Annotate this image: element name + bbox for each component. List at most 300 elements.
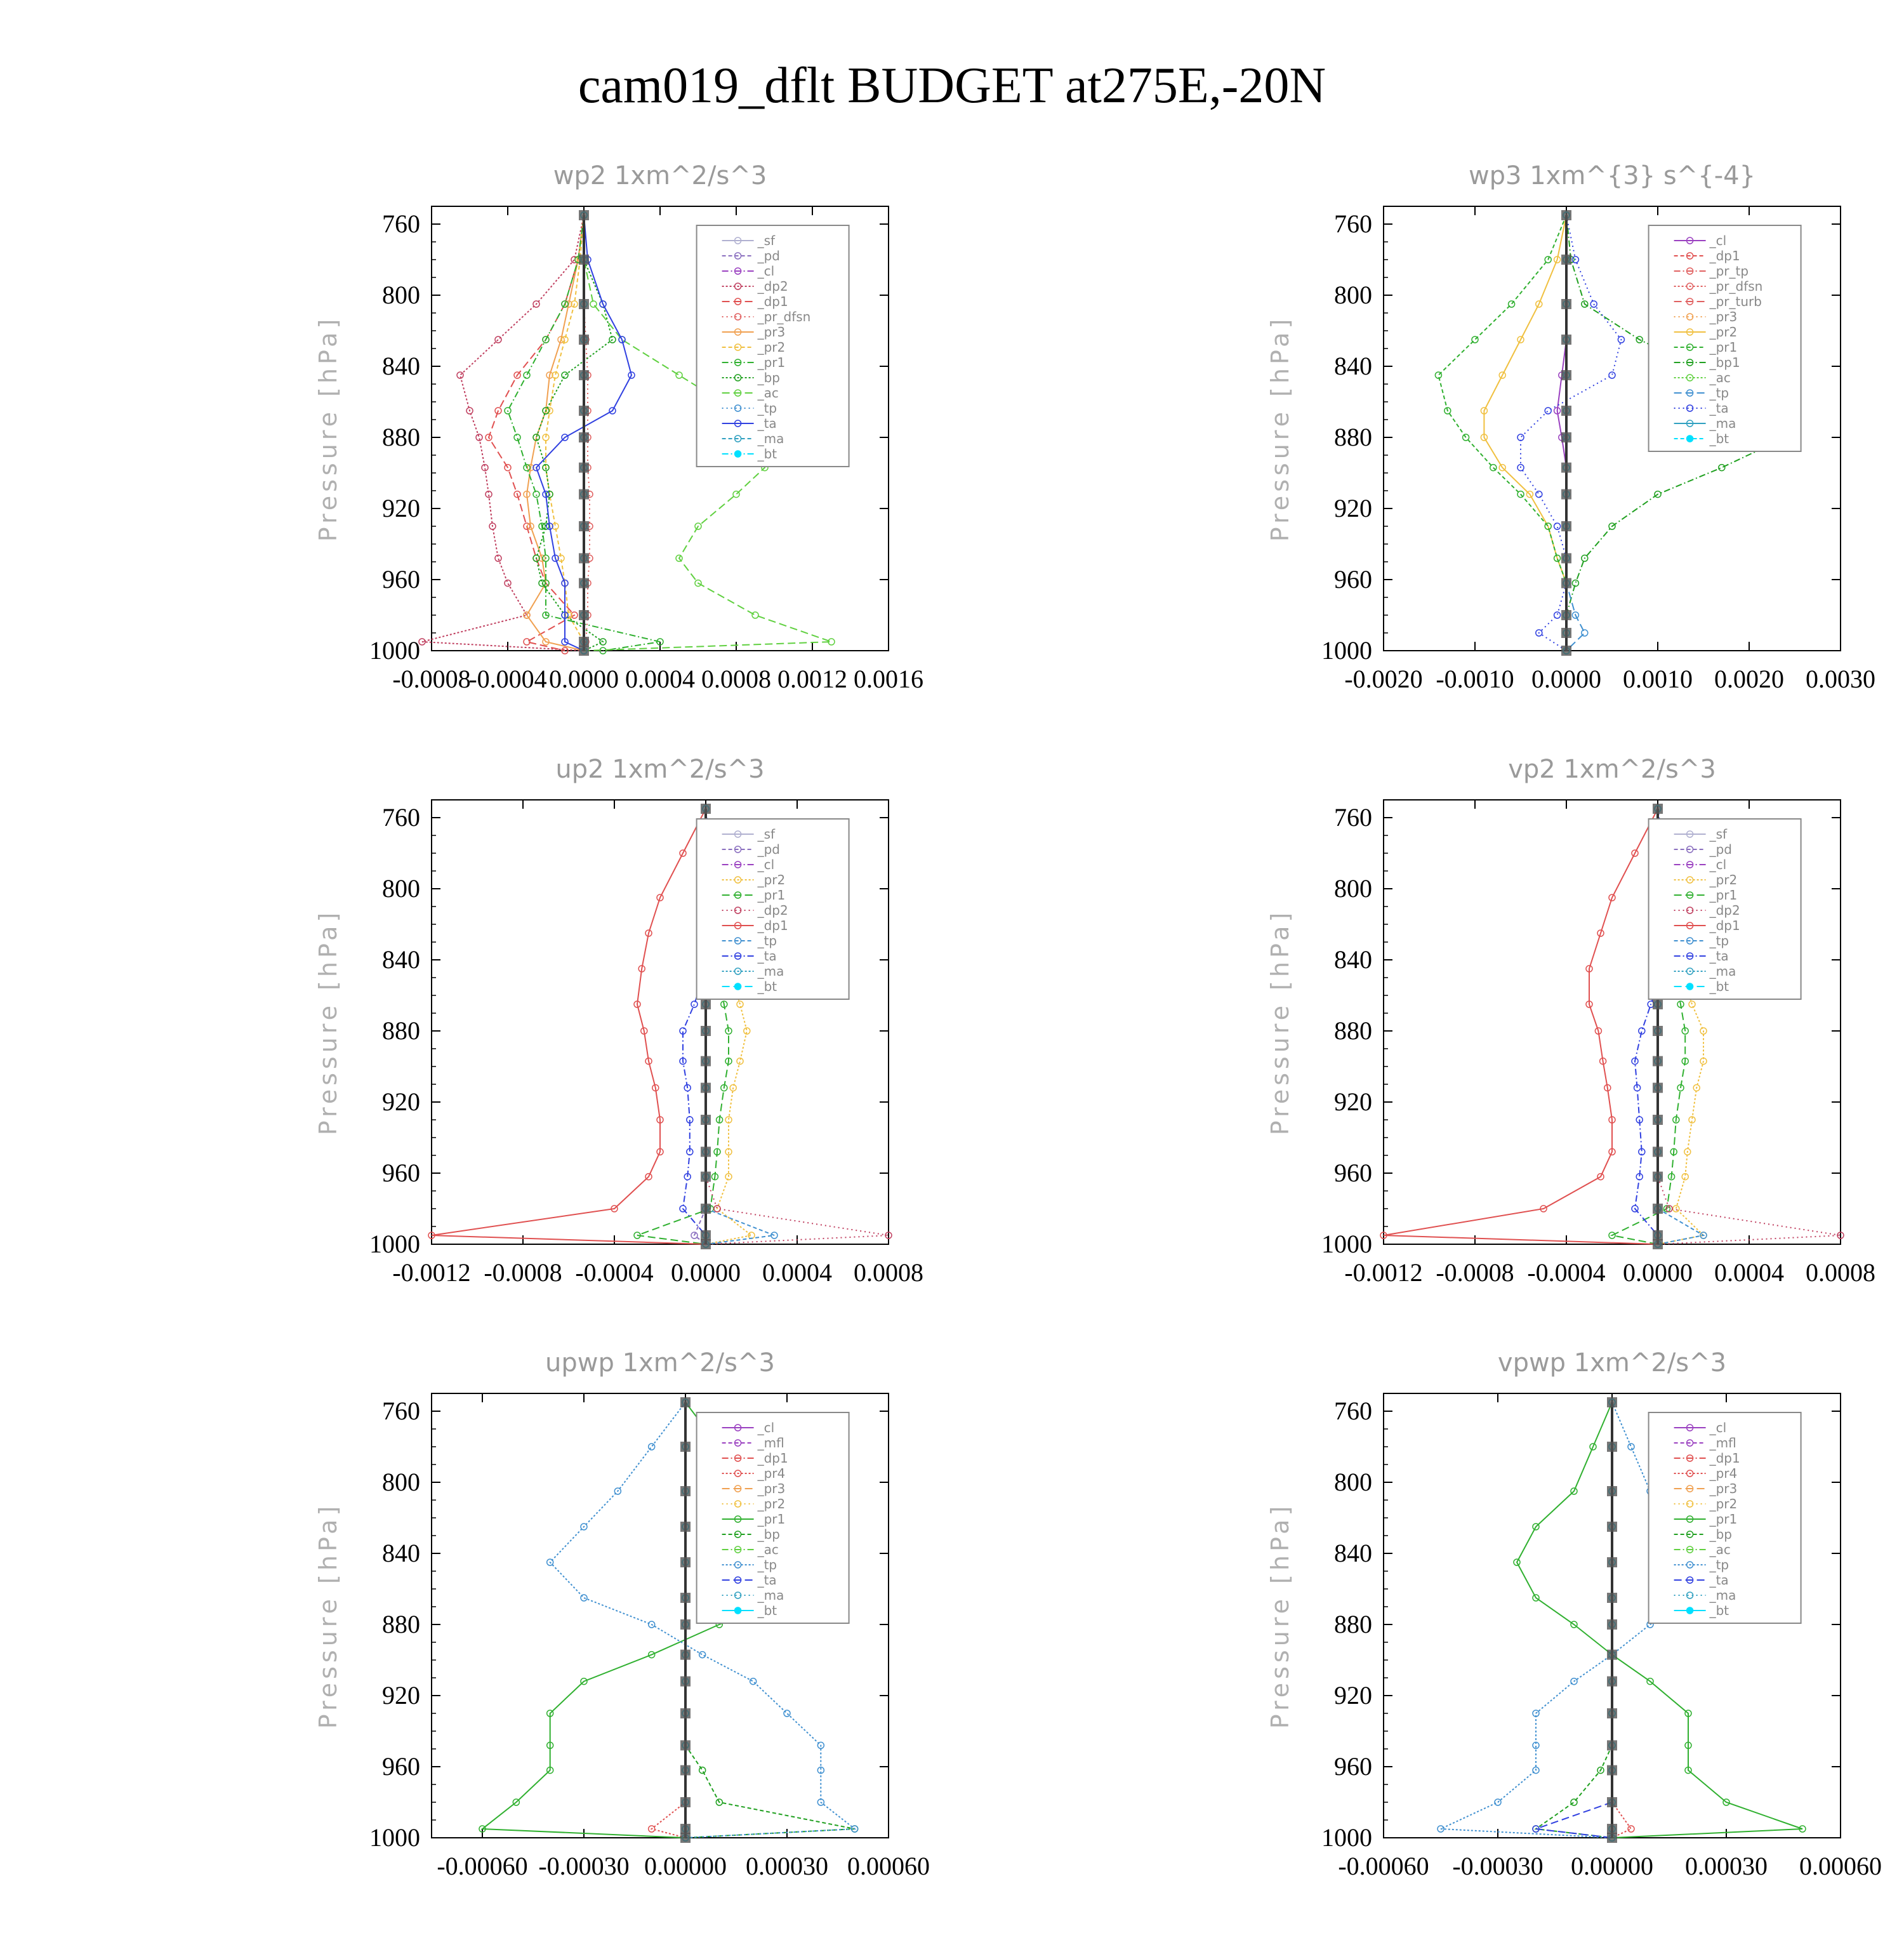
legend-label: _bp (1709, 1527, 1732, 1542)
chart-up2 (0, 740, 952, 1336)
x-tick-label: 0.0016 (854, 665, 923, 693)
legend-label: _ta (1709, 401, 1729, 416)
zero-profile-marker (579, 335, 589, 345)
y-tick-label: 880 (1334, 1610, 1372, 1638)
y-tick-label: 920 (1334, 1087, 1372, 1116)
y-tick-label: 960 (1334, 1752, 1372, 1781)
y-tick-label: 920 (1334, 1681, 1372, 1710)
legend-label: _mfl (757, 1435, 784, 1451)
panel-title: upwp 1xm^2/s^3 (545, 1348, 775, 1378)
series-marker-bp (699, 1767, 706, 1774)
legend-label: _ma (1709, 416, 1736, 431)
x-tick-label: 0.0000 (671, 1258, 741, 1287)
chart-vp2 (952, 740, 1904, 1336)
zero-profile-marker (680, 1677, 691, 1687)
x-tick-label: 0.0020 (1714, 665, 1784, 693)
y-axis-label: Pressure [hPa] (1266, 908, 1294, 1136)
zero-profile-marker (701, 1172, 711, 1182)
zero-profile-marker (680, 1765, 691, 1776)
legend-label: _pr3 (1709, 309, 1738, 324)
legend-label: _pr2 (1709, 324, 1738, 340)
legend-label: _tp (757, 933, 777, 948)
zero-profile-marker (1561, 370, 1571, 380)
y-tick-label: 920 (382, 1087, 420, 1116)
series-marker-bp (562, 372, 568, 378)
legend-label: _bp (757, 1527, 780, 1542)
zero-profile-marker (1607, 1442, 1617, 1452)
figure-title: cam019_dflt BUDGET at275E,-20N (578, 58, 1326, 114)
legend-label: _cl (1709, 1420, 1727, 1435)
zero-profile-marker (701, 804, 711, 814)
zero-profile-marker (1561, 299, 1571, 309)
panel-title: vpwp 1xm^2/s^3 (1497, 1348, 1727, 1378)
legend-label: _bt (757, 446, 777, 462)
zero-profile-marker (1607, 1619, 1617, 1630)
legend-label: _bt (757, 1603, 777, 1618)
y-tick-label: 800 (382, 1468, 420, 1496)
zero-profile-marker (680, 1740, 691, 1750)
zero-profile-marker (1607, 1833, 1617, 1843)
x-tick-label: -0.0004 (1527, 1258, 1606, 1287)
y-tick-label: 880 (1334, 1016, 1372, 1045)
panel-title: wp3 1xm^{3} s^{-4} (1468, 161, 1756, 190)
y-axis-label: Pressure [hPa] (1266, 315, 1294, 542)
zero-profile-marker (1561, 521, 1571, 531)
y-tick-label: 800 (382, 874, 420, 903)
y-tick-label: 1000 (1321, 1230, 1372, 1258)
zero-profile-marker (680, 1486, 691, 1496)
x-tick-label: -0.0008 (392, 665, 471, 693)
legend-label: _bt (1709, 979, 1729, 994)
y-axis-label: Pressure [hPa] (314, 908, 342, 1136)
y-tick-label: 880 (382, 423, 420, 451)
y-axis-label: Pressure [hPa] (314, 315, 342, 542)
panel-title: up2 1xm^2/s^3 (555, 755, 765, 784)
legend-label: _pr2 (1709, 1496, 1738, 1511)
legend-marker (735, 451, 741, 457)
y-axis-label: Pressure [hPa] (1266, 1502, 1294, 1729)
zero-profile-marker (680, 1708, 691, 1718)
y-tick-label: 760 (1334, 209, 1372, 238)
zero-profile-marker (1653, 1172, 1663, 1182)
y-tick-label: 1000 (1321, 1823, 1372, 1852)
legend-label: _ac (757, 385, 779, 401)
series-marker-tp (1582, 630, 1588, 636)
x-tick-label: -0.0008 (1436, 1258, 1514, 1287)
legend-label: _sf (757, 827, 776, 842)
x-tick-label: 0.0008 (701, 665, 771, 693)
zero-profile-marker (701, 999, 711, 1009)
series-marker-tp (581, 1595, 587, 1601)
x-tick-label: 0.00060 (1799, 1852, 1882, 1880)
chart-upwp (0, 1333, 952, 1930)
zero-profile-marker (1561, 463, 1571, 473)
zero-profile-marker (579, 210, 589, 220)
zero-profile-marker (680, 1619, 691, 1630)
series-marker-tp (699, 1652, 706, 1658)
legend-label: _bp (757, 370, 780, 385)
zero-profile-marker (1653, 804, 1663, 814)
zero-profile-marker (579, 299, 589, 309)
panel-up2 (0, 740, 952, 1336)
zero-profile-marker (1653, 1239, 1663, 1249)
zero-profile-marker (579, 553, 589, 563)
series-marker-ac (590, 301, 597, 307)
x-tick-label: 0.00060 (847, 1852, 930, 1880)
y-tick-label: 760 (382, 803, 420, 832)
y-tick-label: 1000 (369, 1230, 420, 1258)
legend-label: _pd (757, 248, 780, 263)
zero-profile-marker (680, 1824, 691, 1834)
x-tick-label: 0.0000 (1623, 1258, 1693, 1287)
series-marker-ta (1517, 434, 1524, 441)
x-tick-label: 0.0010 (1623, 665, 1693, 693)
x-tick-label: 0.0030 (1806, 665, 1875, 693)
series-line-ta (1536, 1402, 1612, 1838)
y-tick-label: 880 (382, 1016, 420, 1045)
legend-label: _tp (757, 1557, 777, 1572)
series-line-dp1 (1384, 809, 1658, 1244)
zero-profile-marker (680, 1650, 691, 1660)
zero-profile-marker (1607, 1708, 1617, 1718)
legend-marker (735, 983, 741, 990)
zero-profile-marker (1561, 646, 1571, 656)
x-tick-label: -0.0004 (468, 665, 547, 693)
legend-label: _tp (1709, 1557, 1729, 1572)
y-tick-label: 920 (382, 494, 420, 522)
legend-label: _ma (1709, 1588, 1736, 1603)
legend-label: _sf (757, 233, 776, 248)
series-marker-dp2 (505, 580, 511, 587)
x-tick-label: -0.0012 (392, 1258, 471, 1287)
zero-profile-marker (579, 489, 589, 500)
series-marker-pr1 (533, 491, 539, 498)
legend-label: _ac (757, 1542, 779, 1557)
legend-label: _cl (757, 1420, 775, 1435)
zero-profile-marker (1653, 1115, 1663, 1125)
zero-profile-marker (1561, 335, 1571, 345)
series-marker-ta (691, 1001, 697, 1007)
zero-profile-marker (1561, 255, 1571, 265)
zero-profile-marker (579, 637, 589, 647)
legend-label: _dp1 (1709, 1451, 1740, 1466)
zero-profile-marker (680, 1557, 691, 1567)
zero-profile-marker (1561, 553, 1571, 563)
y-tick-label: 840 (382, 1539, 420, 1567)
legend-label: _ma (757, 431, 784, 446)
zero-profile-marker (701, 1026, 711, 1036)
zero-profile-marker (579, 406, 589, 416)
zero-profile-marker (1561, 210, 1571, 220)
legend-label: _pr4 (1709, 1466, 1738, 1481)
zero-profile-marker (1607, 1677, 1617, 1687)
chart-vpwp (952, 1333, 1904, 1930)
legend-label: _pr1 (757, 887, 786, 903)
y-tick-label: 800 (1334, 874, 1372, 903)
legend-label: _tp (1709, 933, 1729, 948)
zero-profile-marker (1561, 610, 1571, 620)
x-tick-label: 0.0004 (625, 665, 695, 693)
legend-label: _dp1 (1709, 248, 1740, 263)
legend-label: _dp2 (757, 903, 788, 918)
zero-profile-marker (579, 578, 589, 588)
zero-profile-marker (1607, 1486, 1617, 1496)
legend-label: _pr2 (1709, 872, 1738, 887)
legend-label: _tp (1709, 385, 1729, 401)
legend-label: _pr1 (757, 355, 786, 370)
series-line-dp2 (422, 215, 584, 651)
zero-profile-marker (1607, 1593, 1617, 1603)
legend-label: _ta (1709, 948, 1729, 964)
legend-label: _pr3 (757, 324, 786, 340)
zero-profile-marker (701, 1056, 711, 1066)
zero-profile-marker (1561, 406, 1571, 416)
series-marker-ta (1554, 612, 1561, 618)
y-tick-label: 800 (1334, 1468, 1372, 1496)
legend-label: _ta (757, 948, 777, 964)
panel-wp3 (952, 146, 1904, 743)
zero-profile-marker (680, 1797, 691, 1807)
legend-label: _pr4 (757, 1466, 786, 1481)
x-tick-label: 0.0008 (854, 1258, 923, 1287)
y-tick-label: 840 (382, 352, 420, 380)
series-marker-ac (676, 372, 682, 378)
legend-label: _pd (1709, 842, 1732, 857)
legend-label: _cl (757, 263, 775, 279)
x-tick-label: 0.00030 (1685, 1852, 1768, 1880)
legend-label: _ac (1709, 370, 1731, 385)
x-tick-label: 0.0004 (1714, 1258, 1784, 1287)
zero-profile-marker (701, 1083, 711, 1093)
zero-profile-marker (1607, 1397, 1617, 1407)
panel-upwp (0, 1333, 952, 1930)
y-tick-label: 960 (382, 1752, 420, 1781)
x-tick-label: 0.00030 (746, 1852, 828, 1880)
zero-profile-marker (1653, 1204, 1663, 1214)
series-marker-bp (1571, 1799, 1577, 1805)
zero-profile-marker (579, 432, 589, 442)
legend-label: _ta (757, 416, 777, 431)
legend-label: _bt (757, 979, 777, 994)
chart-wp3 (952, 146, 1904, 743)
zero-profile-marker (579, 255, 589, 265)
legend-label: _ma (757, 1588, 784, 1603)
series-marker-ta (1536, 491, 1542, 498)
x-tick-label: -0.0008 (484, 1258, 562, 1287)
x-tick-label: -0.00030 (538, 1852, 630, 1880)
series-marker-ta (1554, 523, 1561, 529)
y-tick-label: 760 (382, 209, 420, 238)
y-tick-label: 880 (1334, 423, 1372, 451)
series-marker-tp (784, 1710, 790, 1717)
zero-profile-marker (1561, 489, 1571, 500)
zero-profile-marker (579, 521, 589, 531)
panel-title: vp2 1xm^2/s^3 (1508, 755, 1716, 784)
y-tick-label: 840 (1334, 945, 1372, 974)
series-marker-tp (750, 1678, 757, 1685)
legend-label: _bp1 (1709, 355, 1740, 370)
series-line-dp1 (432, 809, 706, 1244)
y-tick-label: 800 (1334, 281, 1372, 309)
panel-vpwp (952, 1333, 1904, 1930)
legend-label: _bt (1709, 1603, 1729, 1618)
legend-label: _cl (757, 857, 775, 872)
legend-label: _pr2 (757, 1496, 786, 1511)
zero-profile-marker (579, 370, 589, 380)
x-tick-label: -0.00060 (437, 1852, 528, 1880)
y-tick-label: 760 (382, 1397, 420, 1425)
y-tick-label: 1000 (1321, 636, 1372, 665)
y-tick-label: 960 (382, 565, 420, 594)
legend-label: _pr3 (757, 1481, 786, 1496)
series-marker-ac (733, 491, 739, 498)
series-marker-bp1 (1719, 465, 1725, 471)
chart-wp2 (0, 146, 952, 743)
zero-profile-marker (701, 1115, 711, 1125)
legend-label: _pr_dfsn (757, 309, 811, 324)
series-line-pr3 (527, 215, 584, 651)
zero-profile-marker (701, 1204, 711, 1214)
zero-profile-marker (1653, 1026, 1663, 1036)
legend-label: _ta (1709, 1572, 1729, 1588)
y-tick-label: 960 (1334, 1159, 1372, 1187)
y-tick-label: 760 (1334, 803, 1372, 832)
zero-profile-marker (701, 1239, 711, 1249)
y-tick-label: 960 (382, 1159, 420, 1187)
zero-profile-marker (1653, 1146, 1663, 1157)
y-tick-label: 880 (382, 1610, 420, 1638)
legend-label: _pr3 (1709, 1481, 1738, 1496)
y-tick-label: 760 (1334, 1397, 1372, 1425)
legend-label: _dp2 (757, 279, 788, 294)
y-tick-label: 840 (382, 945, 420, 974)
series-line-pr1 (1438, 215, 1566, 651)
x-tick-label: -0.00030 (1452, 1852, 1544, 1880)
x-tick-label: 0.00000 (644, 1852, 727, 1880)
zero-profile-marker (579, 463, 589, 473)
zero-profile-marker (1653, 1083, 1663, 1093)
legend-label: _pr2 (757, 340, 786, 355)
x-tick-label: 0.0000 (1531, 665, 1601, 693)
series-marker-tp (1628, 1444, 1634, 1450)
x-tick-label: -0.0010 (1436, 665, 1514, 693)
legend-label: _cl (1709, 857, 1727, 872)
zero-profile-marker (680, 1442, 691, 1452)
zero-profile-marker (579, 646, 589, 656)
x-tick-label: 0.0008 (1806, 1258, 1875, 1287)
zero-profile-marker (680, 1397, 691, 1407)
series-marker-pr1 (1509, 301, 1515, 307)
legend-label: _dp1 (757, 918, 788, 933)
legend-label: _ma (757, 964, 784, 979)
x-tick-label: -0.0012 (1344, 1258, 1423, 1287)
y-tick-label: 920 (1334, 494, 1372, 522)
legend-label: _dp1 (757, 1451, 788, 1466)
legend-label: _tp (757, 401, 777, 416)
zero-profile-marker (1561, 628, 1571, 638)
zero-profile-marker (1561, 432, 1571, 442)
zero-profile-marker (680, 1522, 691, 1532)
legend-label: _dp1 (1709, 918, 1740, 933)
zero-profile-marker (1653, 1056, 1663, 1066)
series-marker-ac (752, 612, 758, 618)
legend-label: _bt (1709, 431, 1729, 446)
panel-title: wp2 1xm^2/s^3 (553, 161, 767, 190)
zero-profile-marker (1607, 1522, 1617, 1532)
legend-label: _cl (1709, 233, 1727, 248)
zero-profile-marker (1607, 1824, 1617, 1834)
x-tick-label: 0.0012 (777, 665, 847, 693)
zero-profile-marker (1653, 999, 1663, 1009)
zero-profile-marker (701, 1146, 711, 1157)
legend-label: _pr1 (1709, 340, 1738, 355)
legend-label: _mfl (1709, 1435, 1736, 1451)
series-marker-dp2 (495, 336, 501, 343)
zero-profile-marker (1607, 1740, 1617, 1750)
series-marker-pr1 (524, 372, 530, 378)
series-marker-ta (1609, 372, 1615, 378)
legend-label: _sf (1709, 827, 1728, 842)
zero-profile-marker (1561, 578, 1571, 588)
x-tick-label: -0.0020 (1344, 665, 1423, 693)
y-tick-label: 840 (1334, 352, 1372, 380)
zero-profile-marker (1607, 1650, 1617, 1660)
zero-profile-marker (680, 1593, 691, 1603)
series-line-dp1 (489, 215, 584, 651)
series-line-bp (1536, 1402, 1612, 1838)
y-tick-label: 1000 (369, 636, 420, 665)
legend-label: _pr2 (757, 872, 786, 887)
zero-profile-marker (701, 1230, 711, 1240)
legend-label: _ta (757, 1572, 777, 1588)
zero-profile-marker (1653, 1230, 1663, 1240)
legend-label: _pr1 (1709, 887, 1738, 903)
legend-marker (1687, 1607, 1693, 1614)
legend-label: _dp2 (1709, 903, 1740, 918)
series-marker-ta (1545, 408, 1551, 414)
legend-marker (1687, 435, 1693, 442)
series-marker-pr1 (514, 434, 520, 441)
series-marker-tp (649, 1444, 655, 1450)
y-tick-label: 1000 (369, 1823, 420, 1852)
legend-marker (735, 1607, 741, 1614)
legend-label: _ma (1709, 964, 1736, 979)
x-tick-label: 0.00000 (1571, 1852, 1653, 1880)
x-tick-label: 0.0000 (549, 665, 619, 693)
panel-wp2 (0, 146, 952, 743)
legend-label: _pr_dfsn (1709, 279, 1763, 294)
zero-profile-marker (1607, 1797, 1617, 1807)
y-tick-label: 960 (1334, 565, 1372, 594)
zero-profile-marker (1607, 1765, 1617, 1776)
legend-label: _dp1 (757, 294, 788, 309)
legend-marker (1687, 983, 1693, 990)
series-marker-pr4 (1628, 1826, 1634, 1832)
legend-label: _pd (757, 842, 780, 857)
zero-profile-marker (1607, 1557, 1617, 1567)
x-tick-label: -0.0004 (575, 1258, 654, 1287)
series-marker-pr2 (1673, 1206, 1679, 1212)
zero-profile-marker (680, 1833, 691, 1843)
legend-label: _pr_tp (1709, 263, 1749, 279)
legend-label: _pr1 (757, 1511, 786, 1527)
series-marker-pr1 (1472, 336, 1478, 343)
legend-label: _pr1 (1709, 1511, 1738, 1527)
y-axis-label: Pressure [hPa] (314, 1502, 342, 1729)
legend-label: _ac (1709, 1542, 1731, 1557)
zero-profile-marker (579, 610, 589, 620)
y-tick-label: 920 (382, 1681, 420, 1710)
